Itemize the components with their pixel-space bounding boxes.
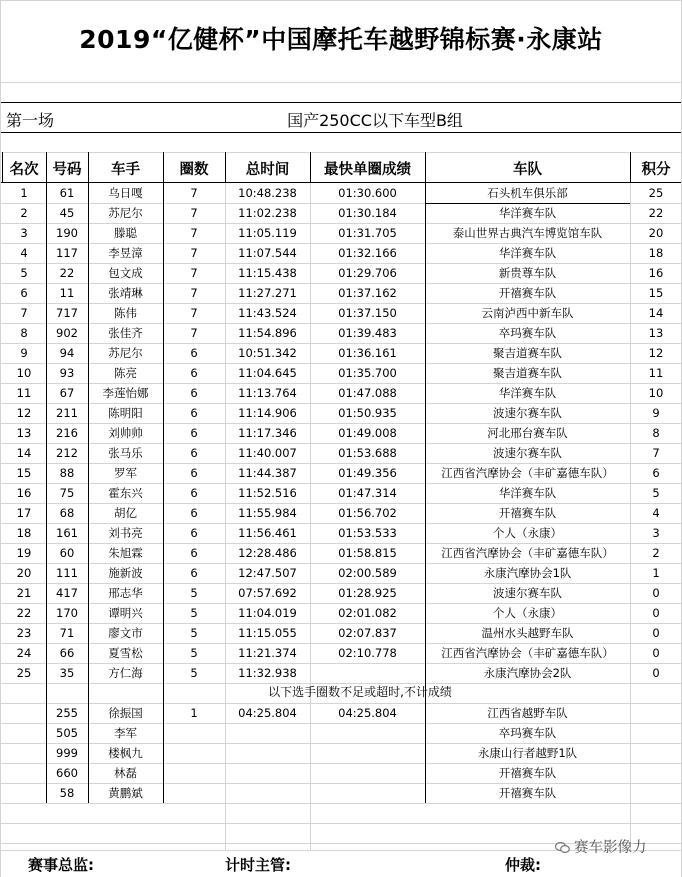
cell-rank: 1 — [20, 186, 28, 200]
cell-total: 11:04.019 — [238, 606, 297, 620]
cell-rider: 霍东兴 — [108, 486, 143, 500]
cell-number: 212 — [56, 446, 78, 460]
cell-points: 20 — [648, 226, 664, 240]
cell-rider: 李昱漳 — [108, 246, 143, 260]
cell-laps: 6 — [190, 486, 198, 500]
cell-total: 11:40.007 — [238, 446, 297, 460]
cell-rank: 8 — [20, 326, 28, 340]
watermark — [555, 836, 647, 857]
cell-rider: 邢志华 — [108, 586, 143, 600]
cell-team: 华洋赛车队 — [498, 206, 557, 220]
cell-team: 永康汽摩协会1队 — [483, 566, 572, 580]
header-rank: 名次 — [9, 162, 39, 178]
cell-best: 02:07.837 — [338, 626, 397, 640]
cell-best: 02:00.589 — [338, 566, 397, 580]
cell-laps: 6 — [190, 446, 198, 460]
cell-number: 22 — [59, 266, 75, 280]
cell-rider: 方仁海 — [108, 666, 143, 680]
cell-laps: 7 — [190, 286, 198, 300]
cell-total: 11:32.938 — [238, 666, 297, 680]
cell-number: 111 — [56, 566, 78, 580]
cell-laps: 6 — [190, 506, 198, 520]
cell-total: 12:47.507 — [238, 566, 297, 580]
cell-total: 11:52.516 — [238, 486, 297, 500]
cell-best: 01:47.314 — [338, 486, 397, 500]
cell-total: 11:56.461 — [238, 526, 297, 540]
cell-laps: 7 — [190, 326, 198, 340]
cell-laps: 7 — [190, 226, 198, 240]
cell-rank: 19 — [16, 546, 32, 560]
cell-rank: 10 — [16, 366, 32, 380]
cell-points: 13 — [648, 326, 664, 340]
cell-total: 07:57.692 — [238, 586, 297, 600]
cell-points: 22 — [648, 206, 664, 220]
cell-team: 开禧赛车队 — [498, 506, 557, 520]
cell-laps: 7 — [190, 306, 198, 320]
cell-team: 江西省汽摩协会（丰矿嘉德车队） — [441, 646, 614, 660]
cell-best: 01:32.166 — [338, 246, 397, 260]
cell-number: 75 — [59, 486, 75, 500]
cell-team: 个人（永康） — [493, 606, 562, 620]
cell-laps: 6 — [190, 386, 198, 400]
cell-number: 717 — [56, 306, 78, 320]
cell-number: 88 — [59, 466, 75, 480]
cell-best: 04:25.804 — [338, 706, 397, 720]
cell-number: 71 — [59, 626, 75, 640]
cell-rider: 施新波 — [108, 566, 143, 580]
cell-rider: 徐振国 — [108, 706, 143, 720]
cell-rank: 4 — [20, 246, 28, 260]
cell-rank: 3 — [20, 226, 28, 240]
cell-team: 河北邢台赛车队 — [487, 426, 568, 440]
cell-points: 25 — [648, 186, 664, 200]
cell-points: 7 — [652, 446, 660, 460]
cell-team: 云南泸西中新车队 — [481, 306, 574, 320]
cell-points: 3 — [652, 526, 660, 540]
cell-points: 15 — [648, 286, 664, 300]
wechat-icon — [555, 842, 570, 853]
cell-team: 新贵尊车队 — [498, 266, 557, 280]
cell-total: 11:15.438 — [238, 266, 297, 280]
cell-total: 10:51.342 — [238, 346, 297, 360]
cell-team: 温州水头越野车队 — [481, 626, 574, 640]
cell-laps: 6 — [190, 566, 198, 580]
cell-best: 01:53.688 — [338, 446, 397, 460]
cell-rider: 张马乐 — [108, 446, 143, 460]
cell-rank: 18 — [16, 526, 32, 540]
cell-best — [310, 663, 425, 683]
cell-best: 01:49.356 — [338, 466, 397, 480]
cell-rider: 陈伟 — [114, 306, 137, 320]
cell-rider: 黄鹏斌 — [108, 786, 143, 800]
cell-laps — [163, 763, 225, 783]
cell-number: 66 — [59, 646, 75, 660]
cell-points: 14 — [648, 306, 664, 320]
cell-laps: 5 — [190, 666, 198, 680]
cell-rank: 22 — [16, 606, 32, 620]
cell-team: 江西省汽摩协会（丰矿嘉德车队） — [441, 546, 614, 560]
cell-total: 11:14.906 — [238, 406, 297, 420]
cell-rider: 李军 — [114, 726, 137, 740]
cell-rider: 胡亿 — [114, 506, 137, 520]
cell-points: 12 — [648, 346, 664, 360]
cell-laps: 7 — [190, 266, 198, 280]
cell-number: 11 — [59, 286, 75, 300]
cell-rank: 11 — [16, 386, 32, 400]
cell-number: 117 — [56, 246, 78, 260]
cell-total: 11:13.764 — [238, 386, 297, 400]
cell-laps — [163, 723, 225, 743]
cell-rider: 谭明兴 — [108, 606, 143, 620]
cell-team: 聚吉道赛车队 — [493, 366, 562, 380]
cell-total: 04:25.804 — [238, 706, 297, 720]
cell-points: 6 — [652, 466, 660, 480]
cell-rank: 13 — [16, 426, 32, 440]
cell-best: 01:37.150 — [338, 306, 397, 320]
cell-points: 0 — [652, 666, 660, 680]
cell-rank: 16 — [16, 486, 32, 500]
cell-number: 255 — [56, 706, 78, 720]
cell-laps: 6 — [190, 346, 198, 360]
cell-total: 11:15.055 — [238, 626, 297, 640]
cell-best: 01:37.162 — [338, 286, 397, 300]
cell-best: 01:49.008 — [338, 426, 397, 440]
cell-total: 11:27.271 — [238, 286, 297, 300]
cell-rank: 17 — [16, 506, 32, 520]
cell-laps: 1 — [190, 706, 198, 720]
cell-rider: 李莲怡娜 — [102, 386, 149, 400]
cell-number: 190 — [56, 226, 78, 240]
cell-rider: 刘帅帅 — [108, 426, 143, 440]
cell-best: 01:28.925 — [338, 586, 397, 600]
cell-total: 11:43.524 — [238, 306, 297, 320]
cell-points: 9 — [652, 406, 660, 420]
cell-team: 华洋赛车队 — [498, 246, 557, 260]
cell-number: 902 — [56, 326, 78, 340]
cell-rank: 15 — [16, 466, 32, 480]
cell-number: 161 — [56, 526, 78, 540]
cell-number: 999 — [56, 746, 78, 760]
cell-best — [310, 783, 425, 803]
cell-number: 35 — [59, 666, 75, 680]
cell-team: 开禧赛车队 — [498, 286, 557, 300]
cell-rider: 陈明阳 — [108, 406, 143, 420]
cell-points: 1 — [652, 566, 660, 580]
class-label: 国产250CC以下车型B组 — [287, 111, 463, 130]
cell-total: 10:48.238 — [238, 186, 297, 200]
cell-best — [310, 723, 425, 743]
cell-best: 01:39.483 — [338, 326, 397, 340]
cell-rank: 21 — [16, 586, 32, 600]
cell-rider: 滕聪 — [114, 226, 137, 240]
cell-points: 18 — [648, 246, 664, 260]
cell-rank: 7 — [20, 306, 28, 320]
cell-points: 16 — [648, 266, 664, 280]
cell-number: 505 — [56, 726, 78, 740]
timing-chief-label: 计时主管: — [225, 856, 291, 874]
cell-number: 216 — [56, 426, 78, 440]
cell-best: 01:47.088 — [338, 386, 397, 400]
header-best-lap: 最快单圈成绩 — [324, 162, 411, 178]
cell-total: 11:55.984 — [238, 506, 297, 520]
cell-rider: 朱旭霖 — [108, 546, 143, 560]
cell-best — [310, 763, 425, 783]
cell-rider: 苏尼尔 — [108, 206, 143, 220]
cell-total: 11:44.387 — [238, 466, 297, 480]
cell-team: 开禧赛车队 — [498, 786, 557, 800]
cell-number: 93 — [59, 366, 75, 380]
cell-best: 01:30.600 — [338, 186, 397, 200]
cell-best: 01:35.700 — [338, 366, 397, 380]
cell-team: 个人（永康） — [493, 526, 562, 540]
cell-laps: 6 — [190, 466, 198, 480]
cell-total: 11:04.645 — [238, 366, 297, 380]
cell-rider: 夏雪松 — [108, 646, 143, 660]
cell-laps: 5 — [190, 646, 198, 660]
cell-rank: 20 — [16, 566, 32, 580]
cell-number: 68 — [59, 506, 75, 520]
cell-team: 开禧赛车队 — [498, 766, 557, 780]
cell-laps: 6 — [190, 526, 198, 540]
cell-best — [310, 743, 425, 763]
cell-number: 58 — [59, 786, 75, 800]
cell-number: 94 — [59, 346, 75, 360]
cell-total: 11:02.238 — [238, 206, 297, 220]
cell-total: 11:17.346 — [238, 426, 297, 440]
cell-laps — [163, 743, 225, 763]
session-label: 第一场 — [6, 111, 55, 130]
cell-total: 11:21.374 — [238, 646, 297, 660]
cell-laps: 5 — [190, 586, 198, 600]
cell-best: 02:01.082 — [338, 606, 397, 620]
cell-rider: 廖文市 — [108, 626, 143, 640]
cell-rank: 2 — [20, 206, 28, 220]
cell-rider: 楼枫九 — [108, 746, 143, 760]
cell-team: 石头机车俱乐部 — [487, 186, 568, 200]
cell-team: 华洋赛车队 — [498, 486, 557, 500]
header-total-time: 总时间 — [245, 162, 290, 178]
cell-number: 170 — [56, 606, 78, 620]
cell-points: 0 — [652, 646, 660, 660]
cell-team: 聚吉道赛车队 — [493, 346, 562, 360]
watermark-text: 赛车影像力 — [574, 840, 647, 856]
cell-total — [225, 743, 310, 763]
header-number: 号码 — [52, 162, 82, 178]
cell-total — [225, 723, 310, 743]
cell-rider: 张佳齐 — [108, 326, 143, 340]
cell-laps: 6 — [190, 366, 198, 380]
cell-rank: 12 — [16, 406, 32, 420]
cell-best: 01:56.702 — [338, 506, 397, 520]
cell-rank: 25 — [16, 666, 32, 680]
cell-rank: 5 — [20, 266, 28, 280]
cell-rider: 苏尼尔 — [108, 346, 143, 360]
cell-number: 417 — [56, 586, 78, 600]
cell-rider: 罗军 — [114, 466, 137, 480]
cell-laps: 6 — [190, 426, 198, 440]
cell-points: 5 — [652, 486, 660, 500]
cell-rank: 9 — [20, 346, 28, 360]
cell-rider: 林磊 — [114, 766, 137, 780]
cell-laps — [163, 783, 225, 803]
jury-label: 仲裁: — [505, 856, 541, 874]
cell-team: 江西省越野车队 — [487, 706, 568, 720]
cell-number: 61 — [59, 186, 75, 200]
cell-points: 11 — [648, 366, 664, 380]
cell-total — [225, 763, 310, 783]
cell-rider: 乌日嘎 — [108, 186, 143, 200]
cell-best: 01:53.533 — [338, 526, 397, 540]
cell-points: 10 — [648, 386, 664, 400]
cell-points: 0 — [652, 626, 660, 640]
header-rider: 车手 — [111, 162, 140, 178]
cell-rider: 张靖琳 — [108, 286, 143, 300]
cell-laps: 7 — [190, 206, 198, 220]
cell-number: 60 — [59, 546, 75, 560]
page-title: 2019“亿健杯”中国摩托车越野锦标赛·永康站 — [79, 25, 603, 54]
cell-laps: 7 — [190, 186, 198, 200]
cell-total: 11:07.544 — [238, 246, 297, 260]
cell-laps: 5 — [190, 626, 198, 640]
cell-points: 8 — [652, 426, 660, 440]
cell-rank: 14 — [16, 446, 32, 460]
cell-best: 01:31.705 — [338, 226, 397, 240]
cell-team: 永康汽摩协会2队 — [483, 666, 572, 680]
cell-team: 卒玛赛车队 — [498, 326, 557, 340]
cell-team: 泰山世界古典汽车博览馆车队 — [452, 226, 603, 240]
header-team: 车队 — [513, 162, 542, 178]
cell-team: 江西省汽摩协会（丰矿嘉德车队） — [441, 466, 614, 480]
header-points: 积分 — [641, 162, 671, 178]
cell-best: 01:50.935 — [338, 406, 397, 420]
cell-rider: 刘书亮 — [108, 526, 143, 540]
cell-laps: 7 — [190, 246, 198, 260]
cell-total: 12:28.486 — [238, 546, 297, 560]
cell-laps: 6 — [190, 546, 198, 560]
cell-rank: 6 — [20, 286, 28, 300]
cell-rank: 23 — [16, 626, 32, 640]
cell-rider: 包文成 — [108, 266, 143, 280]
cell-total: 11:54.896 — [238, 326, 297, 340]
cell-number: 211 — [56, 406, 78, 420]
cell-team: 永康山行者越野1队 — [477, 746, 578, 760]
unclassified-note: 以下选手圈数不足或超时,不计成绩 — [268, 685, 452, 699]
cell-team: 波速尔赛车队 — [493, 446, 562, 460]
director-label: 赛事总监: — [28, 856, 94, 874]
cell-best: 01:58.815 — [338, 546, 397, 560]
cell-laps: 5 — [190, 606, 198, 620]
cell-total: 11:05.119 — [238, 226, 297, 240]
cell-best: 01:36.161 — [338, 346, 397, 360]
cell-laps: 6 — [190, 406, 198, 420]
cell-points: 0 — [652, 586, 660, 600]
cell-number: 660 — [56, 766, 78, 780]
cell-team: 华洋赛车队 — [498, 386, 557, 400]
cell-team: 波速尔赛车队 — [493, 586, 562, 600]
cell-points: 0 — [652, 606, 660, 620]
cell-points: 4 — [652, 506, 660, 520]
cell-best: 01:30.184 — [338, 206, 397, 220]
cell-points: 2 — [652, 546, 660, 560]
cell-rank: 24 — [16, 646, 32, 660]
header-laps: 圈数 — [179, 162, 209, 178]
cell-total — [225, 783, 310, 803]
cell-best: 02:10.778 — [338, 646, 397, 660]
cell-team: 波速尔赛车队 — [493, 406, 562, 420]
cell-team: 卒玛赛车队 — [498, 726, 557, 740]
cell-rider: 陈亮 — [114, 366, 137, 380]
cell-number: 45 — [59, 206, 75, 220]
cell-number: 67 — [59, 386, 75, 400]
cell-best: 01:29.706 — [338, 266, 397, 280]
